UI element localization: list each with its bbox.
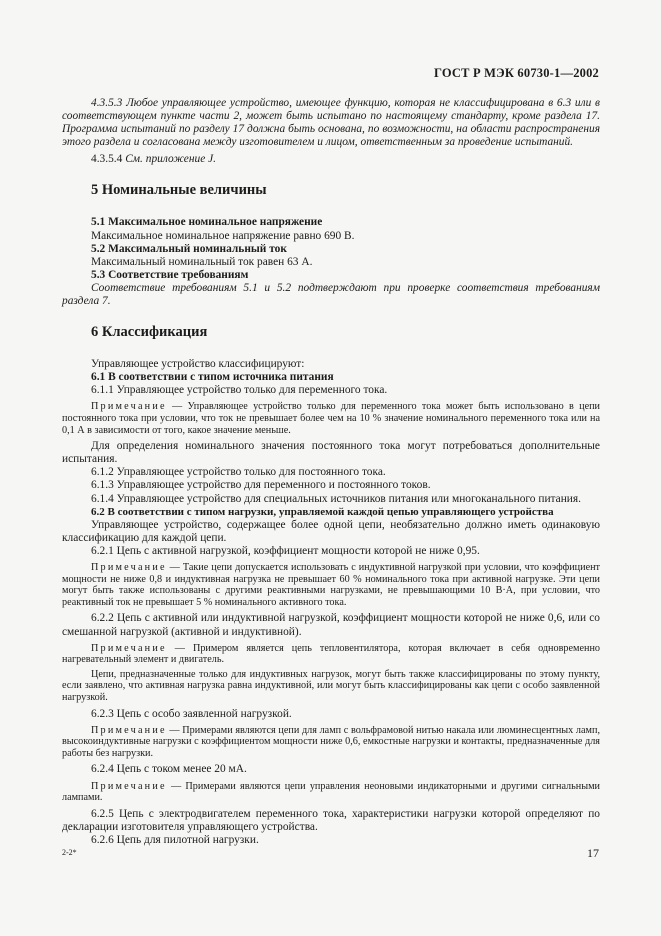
clause-4-3-5-3: 4.3.5.3 Любое управляющее устройство, имеющее функцию, которая не классифицирована в 6.3 или в соответствующем пункте части 2, может быть испытано по настоящему стандарту, кроме раздела 17. Программа испытаний по разделу 17 должна быть основана, по возможности, на области распространения этого раздела и согласована между изготовителем и лицом, ответственным за проведение испытаний. xyxy=(62,97,600,149)
subsection-5-2-title: 5.2 Максимальный номинальный ток xyxy=(91,242,287,255)
item-6-1-2: 6.1.2 Управляющее устройство только для постоянного тока. xyxy=(91,466,386,479)
item-6-2-5: 6.2.5 Цепь с электродвигателем переменного тока, характеристики нагрузки которой определяют по декларации изготовителя управляющего устройства. xyxy=(62,807,600,833)
item-6-2-1: 6.2.1 Цепь с активной нагрузкой, коэффициент мощности которой не ниже 0,95. xyxy=(91,544,480,557)
item-6-2-3: 6.2.3 Цепь с особо заявленной нагрузкой. xyxy=(91,707,292,720)
note-6-2-3 xyxy=(62,725,600,760)
standard-header: ГОСТ Р МЭК 60730-1—2002 xyxy=(434,66,599,80)
clause-text: См. приложение J. xyxy=(125,153,217,166)
item-6-1-4: 6.1.4 Управляющее устройство для специальных источников питания или многоканального питания. xyxy=(91,492,581,505)
note-label: Примечание xyxy=(91,724,167,736)
classification-intro: Управляющее устройство классифицируют: xyxy=(91,358,305,371)
subsection-5-2-text: Максимальный номинальный ток равен 63 А. xyxy=(91,255,313,268)
note-label: Примечание xyxy=(91,780,167,792)
note-text: — Примерами являются цепи для ламп с вольфрамовой нитью накала или люминесцентных ламп, высокоиндуктивные нагрузки с коэффициентом мощности ниже 0,6, емкостные нагрузки и контакты, предназначенные для работы без нагрузки. xyxy=(62,724,600,759)
clause-4-3-5-4 xyxy=(62,153,600,166)
item-6-2-2: 6.2.2 Цепь с активной или индуктивной нагрузкой, коэффициент мощности которой не ниже 0,6, или со смешанной нагрузкой (активной и индуктивной). xyxy=(62,612,600,638)
note-6-2-2 xyxy=(62,643,600,666)
section-6-heading: 6 Классификация xyxy=(91,324,208,341)
subsection-6-2-text: Управляющее устройство, содержащее более одной цепи, необязательно должно иметь одинаковую классификацию для каждой цепи. xyxy=(62,518,600,544)
item-6-2-4: 6.2.4 Цепь с током менее 20 мА. xyxy=(91,763,247,776)
note-text: — Управляющее устройство только для переменного тока может быть использовано в цепи постоянного тока при условии, что ток не превышает более чем на 10 % значение номинального переменного тока или на 0,1 А в зависимости от того, какое значение меньше. xyxy=(62,401,600,436)
note-label: Примечание xyxy=(91,401,167,413)
subsection-6-2-title: 6.2 В соответствии с типом нагрузки, управляемой каждой цепью управляющего устройства xyxy=(91,505,554,518)
subsection-5-1-text: Максимальное номинальное напряжение равно 690 В. xyxy=(91,229,355,242)
subsection-5-1-title: 5.1 Максимальное номинальное напряжение xyxy=(91,216,323,229)
item-6-1-3: 6.1.3 Управляющее устройство для переменного и постоянного токов. xyxy=(91,479,431,492)
note-label: Примечание xyxy=(91,642,167,654)
page-body xyxy=(62,97,600,847)
note-text: — Такие цепи допускается использовать с индуктивной нагрузкой при условии, что коэффициент мощности не ниже 0,8 и индуктивная нагрузка не превышает 60 % номинального тока при активной нагрузке. Эти цепи могут быть также использованы с другими реактивными нагрузками, не превышающими 10 В·А, при условии, что реактивный ток не превышает 5 % номинального активного тока. xyxy=(62,562,600,608)
dc-testing-paragraph: Для определения номинального значения постоянного тока могут потребоваться дополнительные испытания. xyxy=(62,440,600,466)
page-number: 17 xyxy=(587,846,599,860)
note-text: — Примерами являются цепи управления неоновыми индикаторными и другими сигнальными лампами. xyxy=(62,780,600,804)
sheet-mark: 2-2* xyxy=(62,848,77,857)
subsection-5-3-title: 5.3 Соответствие требованиям xyxy=(91,268,249,281)
subsection-6-1-title: 6.1 В соответствии с типом источника питания xyxy=(91,371,334,384)
note-6-1-1 xyxy=(62,401,600,436)
item-6-1-1: 6.1.1 Управляющее устройство только для переменного тока. xyxy=(91,384,388,397)
clause-number: 4.3.5.4 xyxy=(91,153,123,166)
note-6-2-2-continued: Цепи, предназначенные только для индуктивных нагрузок, могут быть также классифицированы по этому пункту, если заявлено, что активная нагрузка равна индуктивной, или могут быть классифицированы как цепи с особо заявленной нагрузкой. xyxy=(62,668,600,703)
note-label: Примечание xyxy=(91,562,167,574)
section-5-heading: 5 Номинальные величины xyxy=(91,182,267,199)
note-6-2-4 xyxy=(62,781,600,804)
note-6-2-1 xyxy=(62,562,600,608)
note-text: — Примером является цепь тепловентилятора, которая включает в себя одновременно нагревательный элемент и двигатель. xyxy=(62,642,600,666)
item-6-2-6: 6.2.6 Цепь для пилотной нагрузки. xyxy=(91,833,259,846)
subsection-5-3-text: Соответствие требованиям 5.1 и 5.2 подтверждают при проверке соответствия требованиям раздела 7. xyxy=(62,281,600,308)
